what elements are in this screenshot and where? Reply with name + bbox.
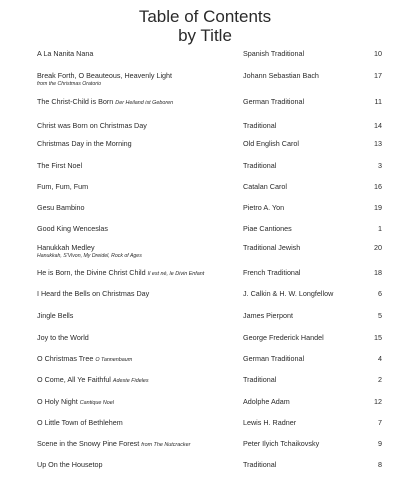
entry-title	[37, 354, 132, 363]
entry-title-text: Christ was Born on Christmas Day	[37, 121, 147, 130]
entry-title	[37, 203, 85, 212]
entry-title-text: Scene in the Snowy Pine Forest	[37, 439, 140, 448]
entry-page-number: 3	[378, 161, 382, 170]
entry-title-text: O Christmas Tree	[37, 354, 94, 363]
page-title	[0, 0, 410, 45]
entry-composer: German Traditional	[243, 97, 305, 106]
entry-composer: Catalan Carol	[243, 182, 287, 191]
entry-composer: Traditional	[243, 375, 277, 384]
entry-composer: Adolphe Adam	[243, 397, 290, 406]
entry-title	[37, 397, 114, 406]
entry-composer: J. Calkin & H. W. Longfellow	[243, 289, 334, 298]
entry-title	[37, 418, 123, 427]
entry-title	[37, 224, 108, 233]
entry-composer: Lewis H. Radner	[243, 418, 297, 427]
entry-subtitle: O Tannenbaum	[95, 357, 133, 363]
entry-subtitle-line: from the Christmas Oratorio	[37, 81, 101, 87]
entry-page-number: 5	[378, 311, 382, 320]
entry-page-number: 1	[378, 224, 382, 233]
entry-composer: George Frederick Handel	[243, 333, 324, 342]
entry-title-text: He is Born, the Divine Christ Child	[37, 268, 146, 277]
entry-composer: Spanish Traditional	[243, 49, 305, 58]
entry-title	[37, 71, 172, 87]
entry-composer: Traditional	[243, 121, 277, 130]
entry-title	[37, 311, 73, 320]
entry-composer: Peter Ilyich Tchaikovsky	[243, 439, 320, 448]
page-title-line2: by Title	[178, 25, 232, 45]
entry-title-text: Good King Wenceslas	[37, 224, 108, 233]
entry-title-text: O Come, All Ye Faithful	[37, 375, 111, 384]
entry-title	[37, 121, 147, 130]
entry-composer: Old English Carol	[243, 139, 299, 148]
entry-composer: French Traditional	[243, 268, 301, 277]
entry-page-number: 17	[374, 71, 382, 80]
entry-title-text: Break Forth, O Beauteous, Heavenly Light	[37, 71, 173, 80]
entry-title-text: O Holy Night	[37, 397, 78, 406]
entry-subtitle: Der Heiland ist Geboren	[115, 100, 174, 106]
entry-title	[37, 460, 103, 469]
entry-page-number: 18	[374, 268, 382, 277]
entry-title	[37, 268, 204, 277]
entry-title	[37, 439, 190, 448]
entry-title-text: Up On the Housetop	[37, 460, 103, 469]
entry-page-number: 13	[374, 139, 382, 148]
entry-title-text: Fum, Fum, Fum	[37, 182, 89, 191]
entry-title-text: I Heard the Bells on Christmas Day	[37, 289, 150, 298]
entry-title-text: Hanukkah Medley	[37, 243, 95, 252]
entry-composer: Johann Sebastian Bach	[243, 71, 319, 80]
entry-page-number: 8	[378, 460, 382, 469]
entry-title	[37, 333, 89, 342]
entry-subtitle: Cantique Noel	[79, 400, 114, 406]
entry-page-number: 7	[378, 418, 382, 427]
entry-composer: German Traditional	[243, 354, 305, 363]
entry-title-text: The First Noel	[37, 161, 83, 170]
entry-subtitle: Il est né, le Divin Enfant	[147, 271, 205, 277]
entry-title	[37, 289, 149, 298]
entry-title-text: Joy to the World	[37, 333, 89, 342]
entry-composer: Piae Cantiones	[243, 224, 292, 233]
entry-page-number: 20	[374, 243, 382, 252]
entry-title-text: O Little Town of Bethlehem	[37, 418, 123, 427]
entry-page-number: 12	[374, 397, 382, 406]
entry-title	[37, 161, 82, 170]
entry-subtitle: Adeste Fideles	[112, 378, 149, 384]
entry-page-number: 14	[374, 121, 382, 130]
entry-page-number: 4	[378, 354, 382, 363]
entry-page-number: 6	[378, 289, 382, 298]
entry-page-number: 2	[378, 375, 382, 384]
entry-composer: Traditional Jewish	[243, 243, 301, 252]
entry-page-number: 16	[374, 182, 382, 191]
entry-title-text: The Christ-Child is Born	[37, 97, 114, 106]
entry-composer: Traditional	[243, 460, 277, 469]
entry-title-text: Christmas Day in the Morning	[37, 139, 132, 148]
entry-title	[37, 139, 132, 148]
entry-page-number: 15	[374, 333, 382, 342]
entry-page-number: 19	[374, 203, 382, 212]
page-title-line1: Table of Contents	[138, 7, 272, 26]
entry-composer: James Pierpont	[243, 311, 293, 320]
entry-title-text: Jingle Bells	[37, 311, 74, 320]
entry-composer: Traditional	[243, 161, 277, 170]
entry-title	[37, 97, 173, 106]
entry-page-number: 10	[374, 49, 382, 58]
entry-title	[37, 243, 142, 259]
entry-composer: Pietro A. Yon	[243, 203, 285, 212]
entry-page-number: 9	[378, 439, 382, 448]
entry-page-number: 11	[374, 97, 382, 106]
entry-title	[37, 182, 88, 191]
entry-title	[37, 375, 149, 384]
entry-title	[37, 49, 93, 58]
entry-subtitle: from The Nutcracker	[141, 442, 191, 448]
entry-subtitle-line: Hanukkah, S'Vivon, My Dreidel, Rock of Ages	[37, 253, 142, 259]
entry-title-text: Gesu Bambino	[37, 203, 85, 212]
entry-title-text: A La Nanita Nana	[37, 49, 94, 58]
